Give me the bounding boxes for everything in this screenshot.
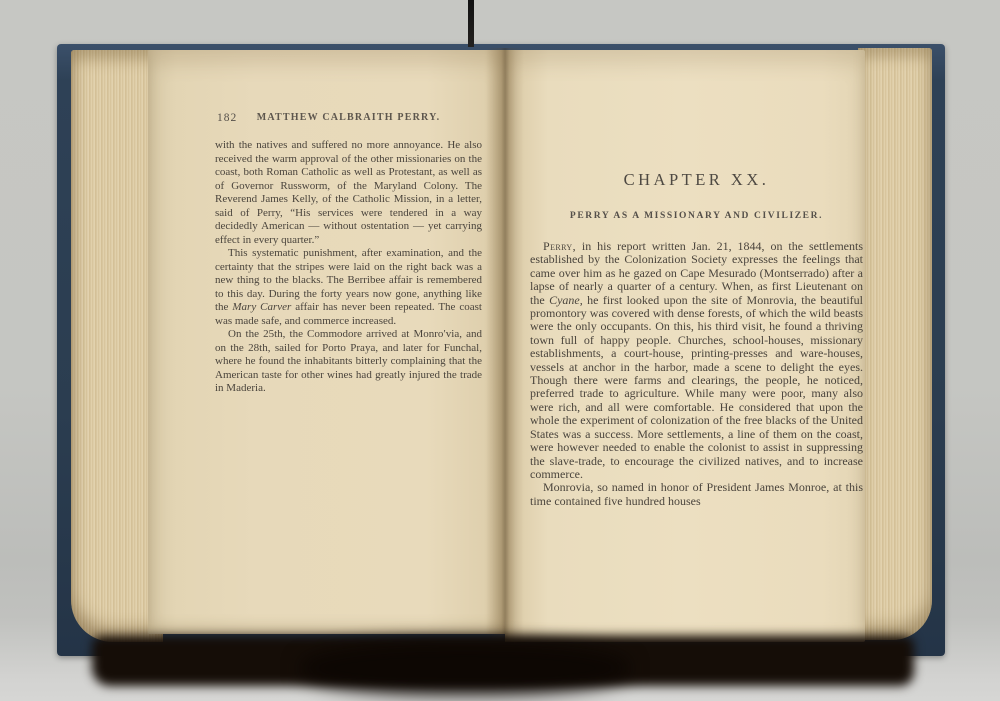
chapter-subtitle: PERRY AS A MISSIONARY AND CIVILIZER. (569, 211, 824, 221)
running-head (215, 112, 482, 126)
left-page-text (215, 112, 482, 396)
paragraph: This systematic punishment, after examination, and the certainty that the stripes were laid on the right back was a new thing to the blacks. The Berribee affair is remembered to this day. During the forty years now gone, anything like the Mary Carver affair has never been repeated. The coast was made safe, and commerce increased. (215, 247, 482, 327)
paragraph: Monrovia, so named in honor of President James Monroe, at this time contained five hundred houses (530, 480, 863, 508)
right-page-body (530, 240, 863, 508)
chapter-heading: CHAPTER XX. (623, 170, 770, 189)
book-shadow-center (300, 642, 630, 694)
right-page (505, 50, 865, 642)
running-header-title: MATTHEW CALBRAITH PERRY. (256, 112, 441, 123)
right-page-text (530, 170, 863, 508)
paragraph: with the natives and suffered no more annoyance. He also received the warm approval of the other missionaries on the coast, both Roman Catholic as well as Protestant, as well as of Governor Russworm, of the Maryland Colony. The Reverend James Kelly, of the Catholic Mission, in a letter, said of Perry, “His services were tendered in a way decidedly American — without ostentation — yet carrying effect in every quarter.” (215, 139, 482, 246)
bookmark-ribbon (468, 0, 474, 47)
page-number: 182 (217, 112, 238, 124)
paragraph: On the 25th, the Commodore arrived at Monro′via, and on the 28th, sailed for Porto Praya, and later for Funchal, where he found the inhabitants bitterly complaining that the American taste for other wines had greatly injured the trade in Maderia. (215, 328, 482, 394)
paragraph: Perry, in his report written Jan. 21, 1844, on the settlements established by the Colonization Society expresses the feelings that came over him as he gazed on Cape Mesurado (Montserrado) after a lapse of nearly a quarter of a century. When, as first Lieutenant on the Cyane, he first looked upon the site of Monrovia, the beautiful promontory was covered with dense forests, of which the wild beasts were the only occupants. On this, his third visit, he found a thriving town full of happy people. Churches, school-houses, missionary establishments, a court-house, printing-presses and ware-houses, vessels at anchor in the harbor, made a scene to delight the eyes. Though there were farms and clearings, the people, he noticed, preferred trade to agriculture. While many were poor, many also were rich, and all were comfortable. He considered that upon the whole the experiment of colonization of the free blacks of the United States was a success. More settlements, a line of them on the coast, were however needed to enable the colonist to assist in suppressing the slave-trade, to encourage the civilized natives, and to increase commerce. (530, 239, 863, 481)
left-page (148, 50, 505, 634)
page-edges-right (858, 48, 932, 640)
left-page-body (215, 139, 482, 396)
